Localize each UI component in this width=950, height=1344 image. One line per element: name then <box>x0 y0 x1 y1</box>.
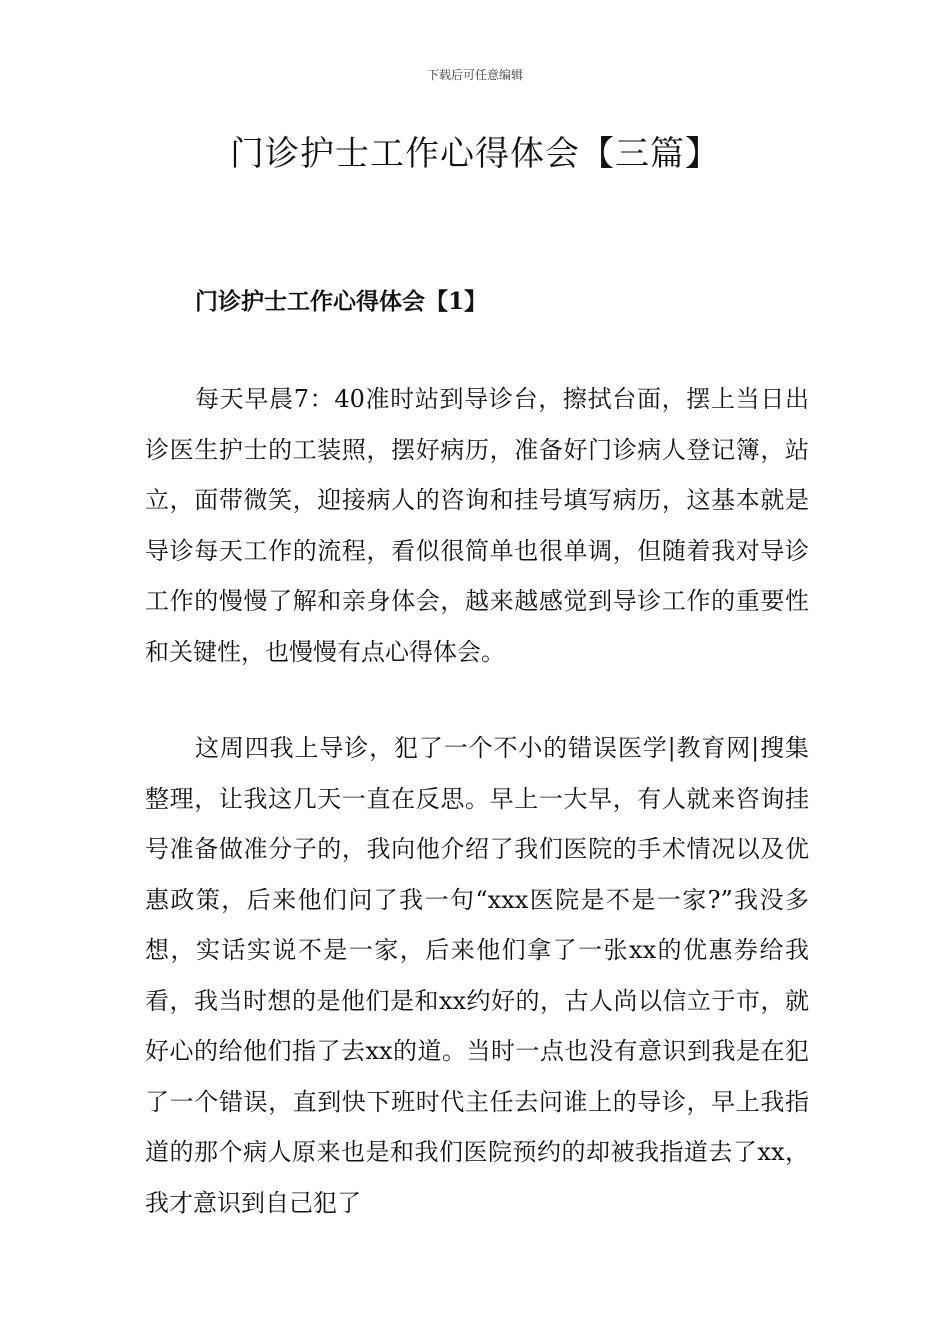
document-title: 门诊护士工作心得体会【三篇】 <box>230 134 720 174</box>
body-paragraph: 每天早晨7：40准时站到导诊台，擦拭台面，摆上当日出诊医生护士的工装照，摆好病历，准备好门诊病人登记簿，站立，面带微笑，迎接病人的咨询和挂号填写病历，这基本就是导诊每天工作的流程，看似很简单也很单调，但随着我对导诊工作的慢慢了解和亲身体会，越来越感觉到导诊工作的重要性和关键性，也慢慢有点心得体会。 <box>145 385 809 666</box>
section-heading: 门诊护士工作心得体会【1】 <box>195 288 488 315</box>
header-note: 下载后可任意编辑 <box>426 68 523 82</box>
body-paragraph: 这周四我上导诊，犯了一个不小的错误医学|教育网|搜集整理，让我这几天一直在反思。早上一大早，有人就来咨询挂号准备做准分子的，我向他介绍了我们医院的手术情况以及优惠政策，后来他们问了我一句“xxx医院是不是一家?”我没多想，实话实说不是一家，后来他们拿了一张xx的优惠券给我看，我当时想的是他们是和xx约好的，古人尚以信立于市，就好心的给他们指了去xx的道。当时一点也没有意识到我是在犯了一个错误，直到快下班时代主任去问谁上的导诊，早上我指道的那个病人原来也是和我们医院预约的却被我指道去了xx，我才意识到自己犯了 <box>145 734 809 1217</box>
